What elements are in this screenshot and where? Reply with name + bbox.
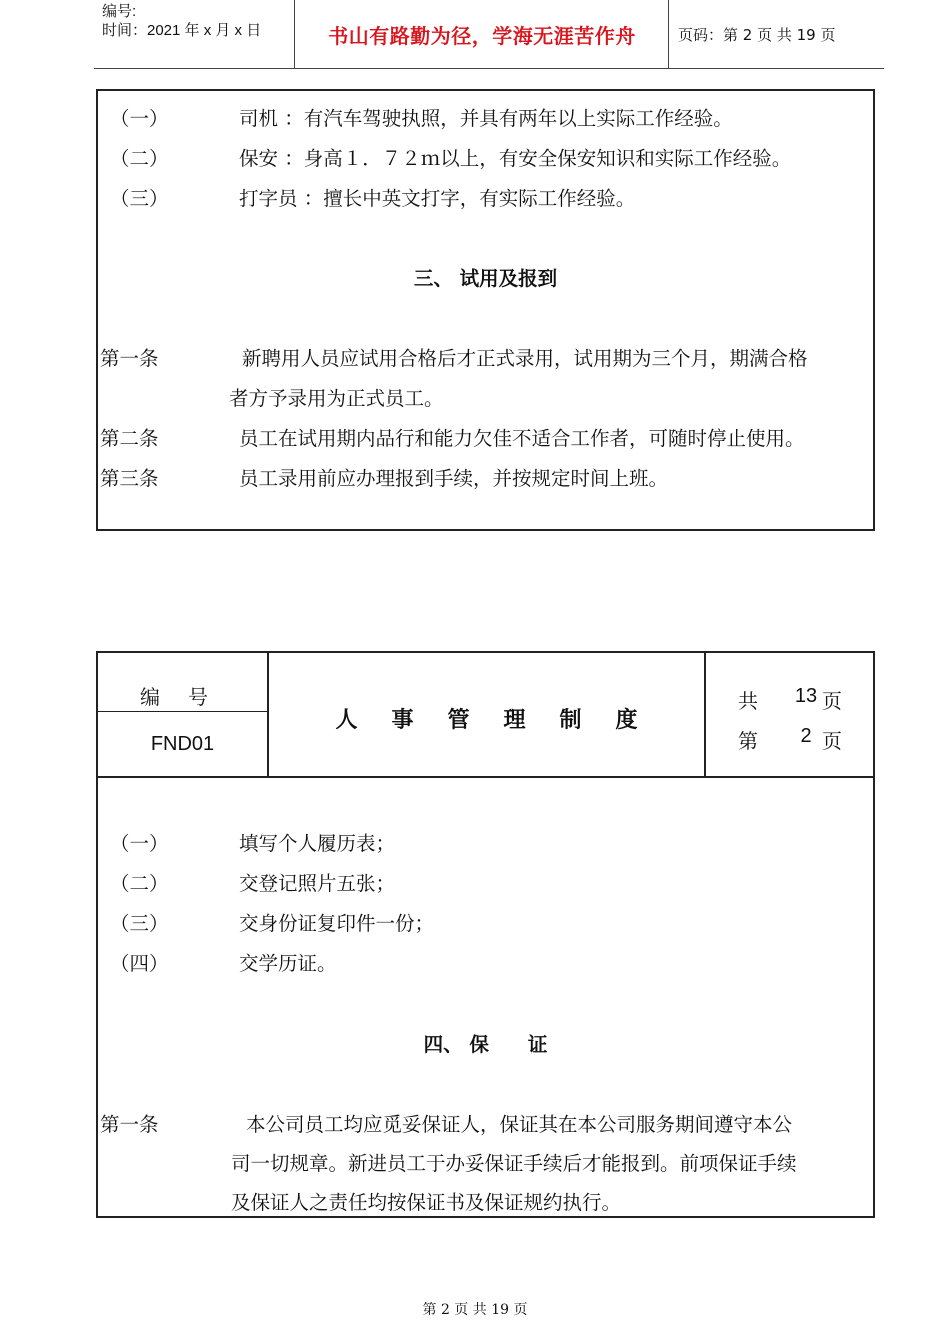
list-item: 司机 ：有汽车驾驶执照，并具有两年以上实际工作经验。: [239, 107, 733, 130]
article-label: 第一条: [100, 347, 159, 370]
list-index: （二）: [110, 147, 169, 170]
total-pages-row: [738, 685, 858, 714]
current-page: 2: [800, 725, 812, 747]
page-count-cell: [704, 653, 873, 776]
article-text: 本公司员工均应觅妥保证人，保证其在本公司服务期间遵守本公: [246, 1113, 793, 1136]
form-title-block: [98, 653, 873, 778]
list-index: （三）: [110, 187, 169, 210]
list-index: （四）: [110, 952, 169, 975]
header-divider: [294, 0, 295, 68]
page-suffix: 页: [822, 689, 842, 713]
list-index: （一）: [110, 832, 169, 855]
header-page-info: 页码：第 2 页 共 19 页: [678, 26, 836, 44]
document-title: 人事管理制度: [335, 708, 672, 733]
list-index: （三）: [110, 912, 169, 935]
total-prefix: 共: [738, 689, 758, 713]
article-text: 及保证人之责任均按保证书及保证规约执行。: [231, 1191, 622, 1214]
current-page-row: [738, 725, 858, 754]
article-text: 员工录用前应办理报到手续，并按规定时间上班。: [239, 467, 669, 490]
list-item: 打字员 ：擅长中英文打字，有实际工作经验。: [239, 187, 636, 210]
article-text: 司一切规章。新进员工于办妥保证手续后才能报到。前项保证手续: [231, 1152, 797, 1175]
article-text: 新聘用人员应试用合格后才正式录用，试用期为三个月，期满合格: [242, 347, 808, 370]
date-label: 时间：2021 年 x 月 x 日: [102, 22, 262, 39]
header-divider: [668, 0, 669, 68]
article-label: 第二条: [100, 427, 159, 450]
list-index: （一）: [110, 107, 169, 130]
header-meta: [102, 2, 290, 40]
header-motto: 书山有路勤为径，学海无涯苦作舟: [328, 24, 636, 48]
list-index: （二）: [110, 872, 169, 895]
page-prefix: 第: [738, 729, 758, 753]
section-box-requirements: [96, 89, 875, 531]
running-header: [94, 0, 884, 69]
article-text: 者方予录用为正式员工。: [229, 387, 444, 410]
list-item: 交登记照片五张；: [239, 872, 396, 895]
page-suffix: 页: [822, 729, 842, 753]
article-text: 员工在试用期内品行和能力欠佳不适合工作者，可随时停止使用。: [239, 427, 805, 450]
list-item: 保安 ：身高１．７２ｍ以上，有安全保安知识和实际工作经验。: [239, 147, 792, 170]
number-label: 编号: [140, 685, 236, 709]
article-label: 第一条: [100, 1113, 159, 1136]
list-item: 填写个人履历表；: [239, 832, 396, 855]
section-heading: 四、 保 证: [423, 1033, 548, 1056]
document-number-cell: [98, 653, 269, 776]
section-box-procedures: [96, 651, 875, 1218]
cell-divider: [98, 711, 267, 712]
section-heading: 三、 试用及报到: [413, 267, 558, 290]
document-code: FND01: [150, 733, 215, 755]
article-label: 第三条: [100, 467, 159, 490]
list-item: 交身份证复印件一份；: [239, 912, 435, 935]
page-footer: 第 2 页 共 19 页: [422, 1302, 528, 1318]
list-item: 交学历证。: [239, 952, 337, 975]
number-label: 编号:: [102, 3, 137, 20]
total-pages: 13: [794, 685, 818, 707]
